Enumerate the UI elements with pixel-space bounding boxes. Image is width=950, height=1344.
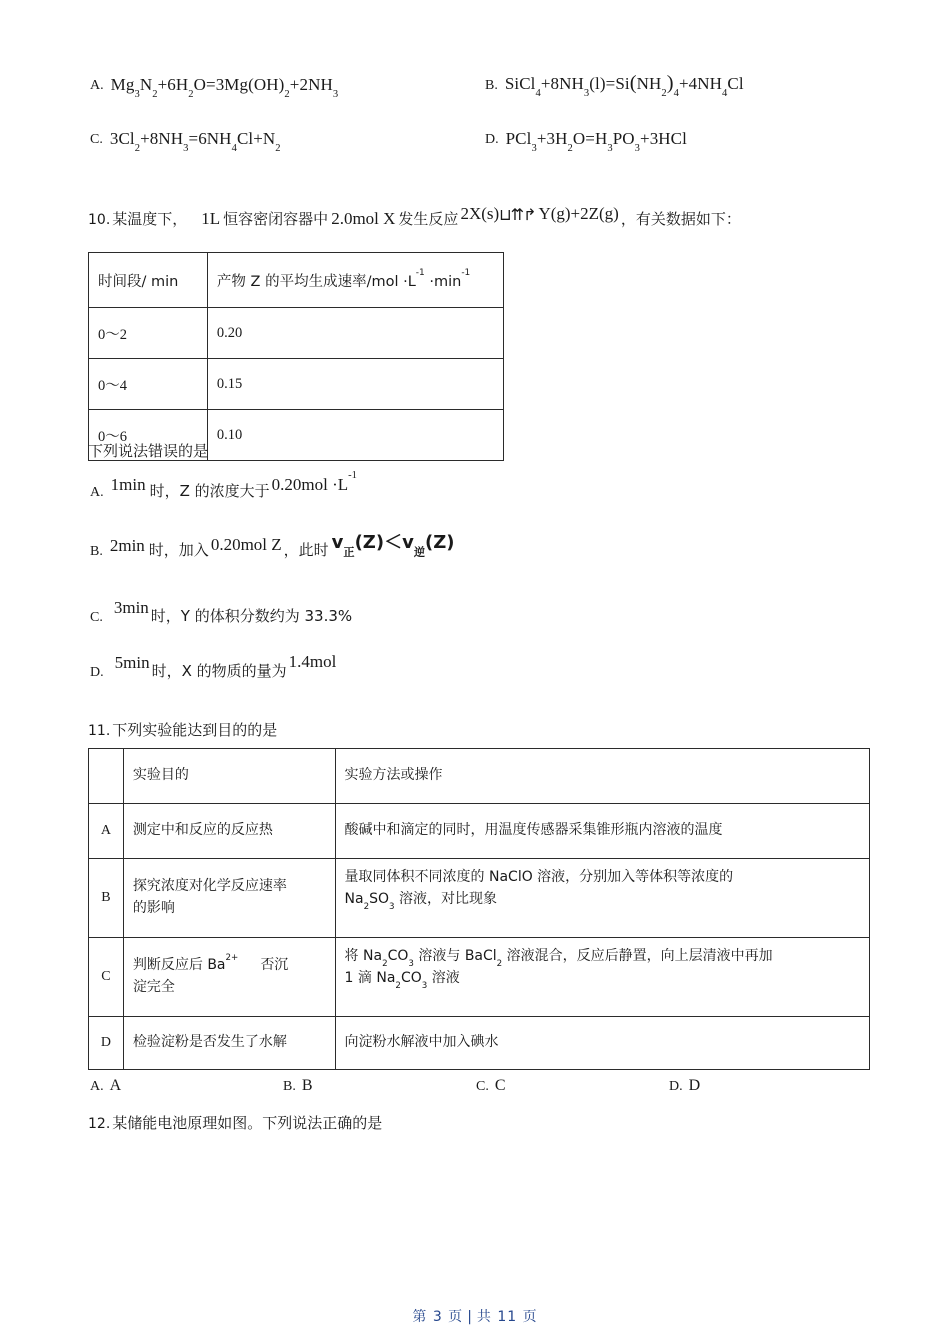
exp-row-goal: 测定中和反应的反应热 xyxy=(123,804,335,859)
option-B[interactable] xyxy=(485,72,890,100)
option-D-formula: $PCl_3+3H_2O=H_3PO_3+3HCl$ xyxy=(505,129,687,155)
option-D-letter: D. xyxy=(90,665,104,680)
table-row xyxy=(89,859,870,938)
question12-number: 12. xyxy=(88,1116,111,1132)
rate-value: 0.10 xyxy=(207,410,503,461)
option-C[interactable] xyxy=(90,129,485,155)
exp-row-method: 向淀粉水解液中加入碘水 xyxy=(335,1017,869,1070)
question9-options xyxy=(90,72,890,155)
exp-header-method: 实验方法或操作 xyxy=(335,749,869,804)
question10-number: 10. xyxy=(88,212,111,228)
answer-A-letter: A. xyxy=(90,1079,104,1094)
table-row-header xyxy=(89,253,504,308)
option-D-value: 1.4mol xyxy=(288,652,337,671)
option-B-time: 2min xyxy=(109,536,145,555)
question10-option-B[interactable] xyxy=(90,532,455,561)
table-row xyxy=(89,308,504,359)
option-C-time: 3min xyxy=(113,598,149,617)
question10-stem-part3: 发生反应 xyxy=(398,210,459,228)
exp-row-index: B xyxy=(89,859,124,938)
table-row xyxy=(89,804,870,859)
experiment-table-body xyxy=(89,749,870,1070)
footer-total-label: 共 11 页 xyxy=(476,1309,538,1325)
footer-separator: | xyxy=(467,1309,473,1325)
exp-header-goal: 实验目的 xyxy=(123,749,335,804)
answer-A-value: A xyxy=(109,1077,122,1094)
rate-interval: 0～2 xyxy=(89,308,208,359)
option-B-rate-expression: $v_正(Z)<v_逆(Z)$ xyxy=(331,532,455,559)
rate-table-body xyxy=(89,253,504,461)
question10-volume: 1L xyxy=(201,209,221,228)
exp-row-index: C xyxy=(89,938,124,1017)
exp-row-index: A xyxy=(89,804,124,859)
rate-value: 0.20 xyxy=(207,308,503,359)
option-D-time: 5min xyxy=(114,653,150,672)
question11-stem xyxy=(88,719,277,740)
answer-B-letter: B. xyxy=(283,1079,296,1094)
option-D[interactable] xyxy=(485,129,890,155)
option-C-text: 时，Y 的体积分数约为 33.3% xyxy=(150,607,353,625)
option-D-letter: D. xyxy=(485,132,499,147)
exp-row-goal: 检验淀粉是否发生了水解 xyxy=(123,1017,335,1070)
answer-D-value: D xyxy=(688,1077,701,1094)
question10-prompt: 下列说法错误的是 xyxy=(88,442,209,460)
equilibrium-arrow-icon: ⊔⇈↱ xyxy=(499,205,536,224)
rate-header-interval: 时间段/ min xyxy=(89,253,208,308)
option-B-formula: $SiCl_4+8NH_3(l)=Si(NH_2)_4+4NH_4Cl$ xyxy=(504,72,744,100)
option-C-letter: C. xyxy=(90,132,103,147)
question11-answer-choices xyxy=(90,1077,790,1095)
answer-B-value: B xyxy=(301,1077,313,1094)
option-A-text: 时，Z 的浓度大于 xyxy=(149,482,270,500)
question10-option-A[interactable] xyxy=(90,470,357,502)
footer-page-label: 第 3 页 xyxy=(412,1309,464,1325)
option-B-tail: ，此时 xyxy=(283,541,329,559)
answer-choice-A[interactable] xyxy=(90,1077,283,1095)
question10-stem-part1: 某温度下， xyxy=(112,210,188,228)
rate-interval: 0～4 xyxy=(89,359,208,410)
question10-option-D[interactable] xyxy=(90,652,337,682)
question10-amount: 2.0mol X xyxy=(331,209,396,228)
exp-row-goal: 探究浓度对化学反应速率 的影响 xyxy=(123,859,335,938)
rate-header-rate: 产物 Z 的平均生成速率$/mol \cdot L^{-1} \cdot\min^{-1}$ xyxy=(207,253,503,308)
reaction-equation xyxy=(460,204,618,224)
question12-stem-text: 某储能电池原理如图。下列说法正确的是 xyxy=(112,1114,383,1132)
page-footer xyxy=(0,1306,950,1326)
answer-choice-B[interactable] xyxy=(283,1077,476,1095)
option-A-letter: A. xyxy=(90,485,104,500)
option-A-time: 1min xyxy=(110,475,146,494)
answer-choice-D[interactable] xyxy=(669,1077,790,1095)
answer-choice-C[interactable] xyxy=(476,1077,669,1095)
option-A[interactable] xyxy=(90,72,485,101)
exp-row-method: 量取同体积不同浓度的 NaClO 溶液，分别加入等体积等浓度的 $Na_2SO_3$ 溶液，对比现象 xyxy=(335,859,869,938)
table-row xyxy=(89,938,870,1017)
option-C-formula: $3Cl_2+8NH_3=6NH_4Cl+N_2$ xyxy=(109,129,281,155)
experiment-table xyxy=(88,748,870,1070)
option-B-text: 时，加入 xyxy=(148,541,209,559)
question10-stem xyxy=(88,204,741,229)
question11-number: 11. xyxy=(88,723,111,739)
rate-data-table xyxy=(88,252,504,461)
rate-value: 0.15 xyxy=(207,359,503,410)
option-D-text: 时，X 的物质的量为 xyxy=(151,662,287,680)
rate-interval: 0～6 xyxy=(89,410,208,461)
answer-C-value: C xyxy=(494,1077,506,1094)
question10-option-C[interactable] xyxy=(90,598,353,627)
table-row-header xyxy=(89,749,870,804)
table-row xyxy=(89,359,504,410)
option-A-value: $0.20mol \cdot L^{-1}$ xyxy=(271,470,357,494)
option-A-formula: $Mg_3N_2+6H_2O=3Mg(OH)_2+2NH_3$ xyxy=(110,75,339,101)
option-B-letter: B. xyxy=(90,544,103,559)
question10-stem-part4: ，有关数据如下： xyxy=(620,210,741,228)
option-B-value: 0.20mol Z xyxy=(210,535,282,554)
answer-C-letter: C. xyxy=(476,1079,489,1094)
option-A-letter: A. xyxy=(90,78,104,93)
exp-row-index: D xyxy=(89,1017,124,1070)
exp-row-goal: 判断反应后 $Ba^{2+}$ 否沉 淀完全 xyxy=(123,938,335,1017)
exp-row-method: 将 $Na_2CO_3$ 溶液与 BaCl$_2$ 溶液混合，反应后静置，向上层清液中再加 1 滴 $Na_2CO_3$ 溶液 xyxy=(335,938,869,1017)
reaction-reactant: 2X(s) xyxy=(460,204,500,223)
question11-stem-text: 下列实验能达到目的的是 xyxy=(112,721,278,739)
answer-D-letter: D. xyxy=(669,1079,683,1094)
question12-stem xyxy=(88,1112,382,1133)
table-row xyxy=(89,1017,870,1070)
option-B-letter: B. xyxy=(485,78,498,93)
exp-row-method: 酸碱中和滴定的同时，用温度传感器采集锥形瓶内溶液的温度 xyxy=(335,804,869,859)
exp-header-index xyxy=(89,749,124,804)
option-C-letter: C. xyxy=(90,610,103,625)
reaction-product: Y(g)+2Z(g) xyxy=(538,204,619,223)
question10-stem-part2: 恒容密闭容器中 xyxy=(223,210,329,228)
